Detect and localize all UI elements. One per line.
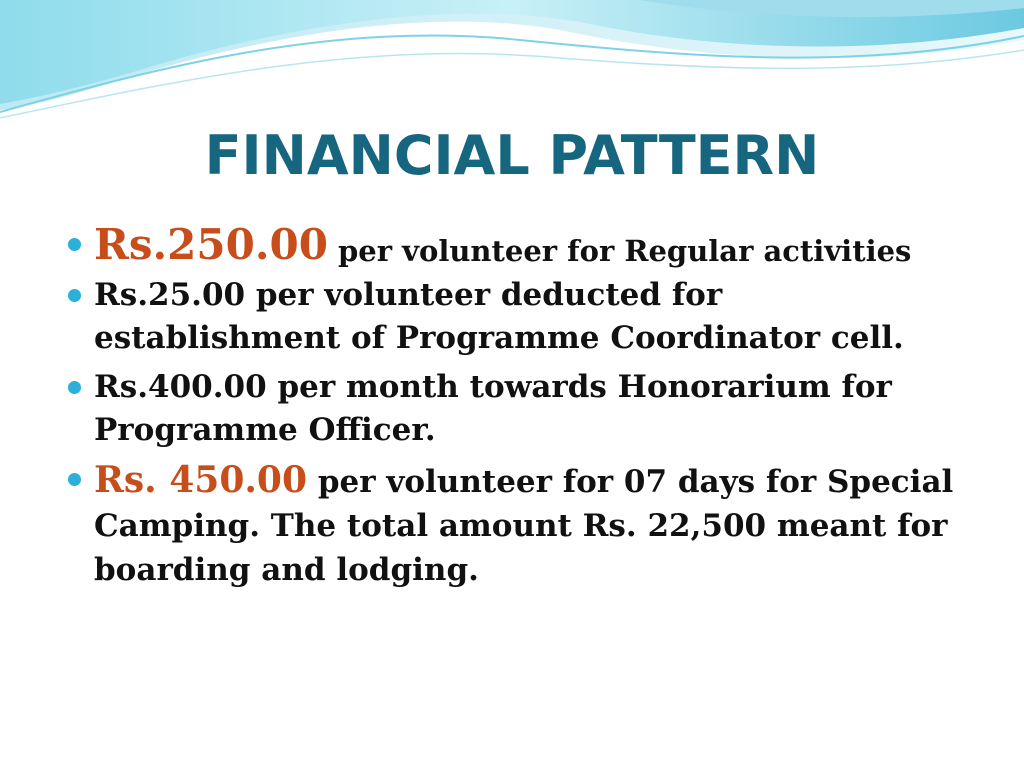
bullet-text: per volunteer for Regular activities — [327, 234, 912, 268]
bullet-item-coordinator-cell — [62, 274, 962, 360]
bullet-item-regular-activities — [62, 222, 962, 272]
bullet-dot-icon — [68, 473, 81, 486]
bullet-text: Rs.400.00 per month towards Honorarium for Programme Officer. — [94, 369, 892, 448]
bullet-dot-icon — [68, 289, 81, 302]
header-wave-decoration — [0, 0, 1024, 130]
slide-title: FINANCIAL PATTERN — [204, 124, 820, 187]
bullet-item-special-camping — [62, 458, 962, 592]
bullet-text: per volunteer for 07 days for Special Camping. The total amount Rs. 22,500 meant for boarding and lodging. — [94, 464, 954, 588]
bullet-dot-icon — [68, 238, 81, 251]
bullet-dot-icon — [68, 381, 81, 394]
bullet-list — [62, 222, 962, 592]
amount-highlight: Rs.250.00 — [94, 220, 328, 269]
bullet-item-honorarium — [62, 366, 962, 452]
amount-highlight: Rs. 450.00 — [94, 459, 308, 501]
bullet-text: Rs.25.00 per volunteer deducted for establishment of Programme Coordinator cell. — [94, 277, 904, 356]
